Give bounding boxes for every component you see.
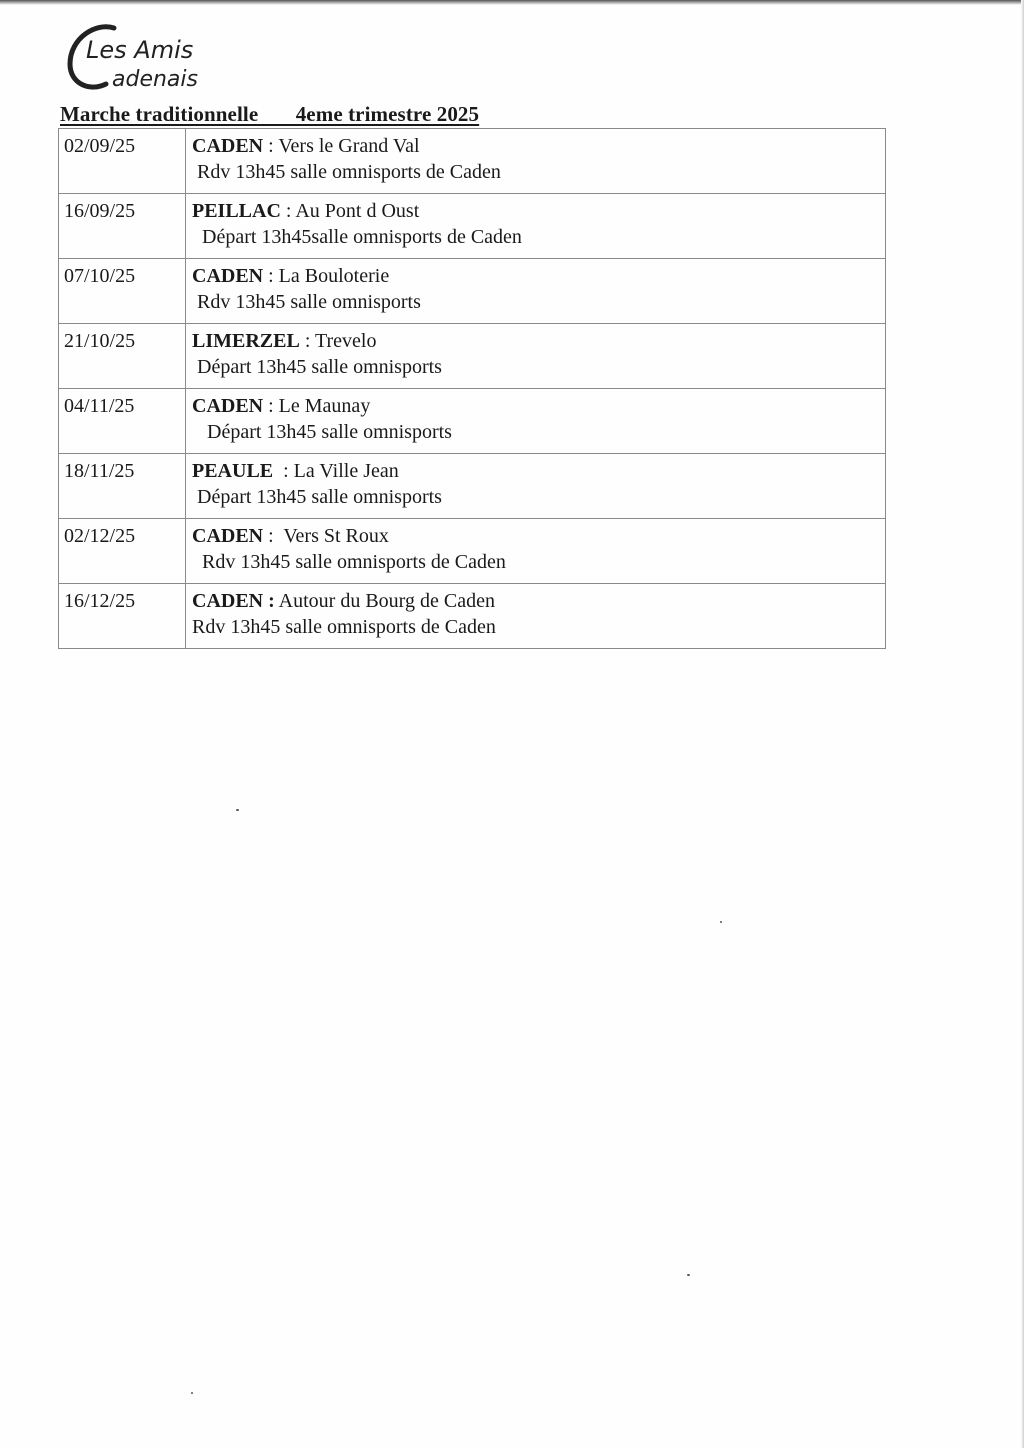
row-place: CADEN	[192, 265, 264, 287]
row-meeting: Départ 13h45 salle omnisports	[192, 421, 452, 443]
row-date: 07/10/25	[59, 259, 186, 324]
row-description	[186, 324, 886, 389]
schedule-body	[59, 129, 886, 649]
row-description	[186, 259, 886, 324]
row-place: CADEN	[192, 135, 264, 157]
scan-speck	[236, 809, 239, 811]
row-dest: : La Ville Jean	[273, 460, 399, 482]
row-destination	[192, 588, 885, 614]
row-dest: : Trevelo	[299, 330, 377, 352]
row-meeting: Rdv 13h45 salle omnisports de Caden	[192, 616, 496, 638]
row-place: CADEN :	[192, 590, 275, 612]
row-date: 21/10/25	[59, 324, 186, 389]
row-destination	[192, 133, 885, 159]
schedule-row	[59, 259, 886, 324]
les-amis-cadenais-logo	[62, 18, 232, 98]
scan-speck	[191, 1392, 193, 1394]
schedule-row	[59, 129, 886, 194]
row-meeting: Départ 13h45 salle omnisports	[192, 486, 442, 508]
row-place: CADEN	[192, 525, 264, 547]
document-title: Marche traditionnelle 4eme trimestre 2025	[60, 102, 480, 126]
schedule-row	[59, 389, 886, 454]
row-meeting: Départ 13h45 salle omnisports	[192, 356, 442, 378]
row-date: 16/09/25	[59, 194, 186, 259]
schedule-row	[59, 584, 886, 649]
logo-line-les-amis: Les Amis	[86, 36, 194, 64]
scan-speck	[687, 1274, 690, 1276]
row-description	[186, 519, 886, 584]
row-dest: : Vers le Grand Val	[263, 135, 420, 157]
row-meeting: Rdv 13h45 salle omnisports de Caden	[192, 161, 501, 183]
row-destination	[192, 263, 885, 289]
row-destination	[192, 328, 885, 354]
schedule-row	[59, 324, 886, 389]
row-place: PEAULE	[192, 460, 274, 482]
schedule-row	[59, 454, 886, 519]
row-description	[186, 454, 886, 519]
row-dest: : Vers St Roux	[263, 525, 389, 547]
row-meeting: Départ 13h45salle omnisports de Caden	[192, 226, 522, 248]
row-date: 16/12/25	[59, 584, 186, 649]
row-dest: Autour du Bourg de Caden	[274, 590, 495, 612]
schedule-row	[59, 194, 886, 259]
row-meeting: Rdv 13h45 salle omnisports de Caden	[192, 551, 506, 573]
row-date: 02/12/25	[59, 519, 186, 584]
scan-speck	[720, 921, 722, 923]
row-date: 02/09/25	[59, 129, 186, 194]
row-destination	[192, 198, 885, 224]
row-destination	[192, 458, 885, 484]
row-place: LIMERZEL	[192, 330, 300, 352]
row-dest: : Le Maunay	[263, 395, 371, 417]
row-dest: : Au Pont d Oust	[280, 200, 420, 222]
row-place: PEILLAC	[192, 200, 281, 222]
row-date: 18/11/25	[59, 454, 186, 519]
row-dest: : La Bouloterie	[263, 265, 390, 287]
row-destination	[192, 393, 885, 419]
row-meeting: Rdv 13h45 salle omnisports	[192, 291, 421, 313]
walk-schedule-table	[58, 128, 886, 649]
row-description	[186, 194, 886, 259]
schedule-row	[59, 519, 886, 584]
row-description	[186, 389, 886, 454]
row-description	[186, 584, 886, 649]
row-destination	[192, 523, 885, 549]
row-place: CADEN	[192, 395, 264, 417]
logo-line-adenais: adenais	[112, 67, 198, 92]
scan-edge	[0, 0, 1024, 5]
row-date: 04/11/25	[59, 389, 186, 454]
row-description	[186, 129, 886, 194]
